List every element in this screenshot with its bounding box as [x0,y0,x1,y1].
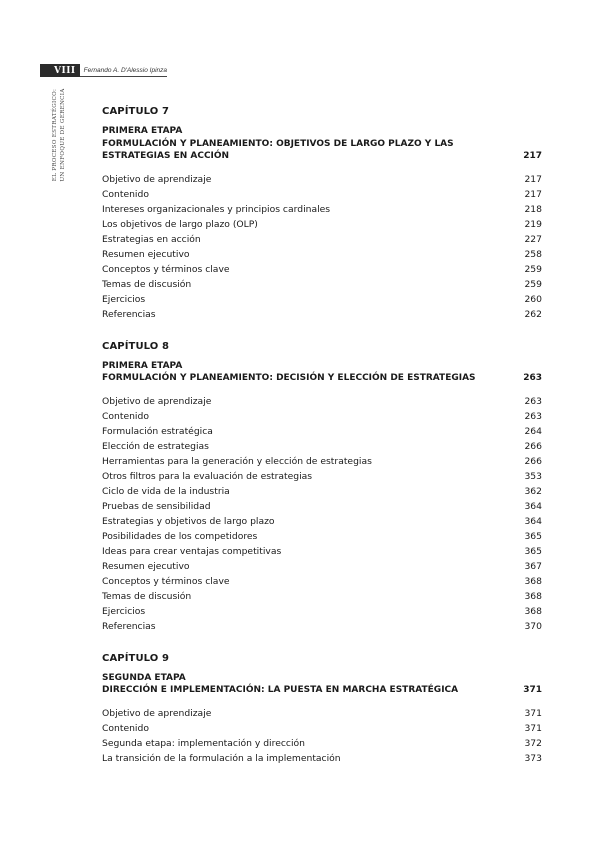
toc-entry-label: Ejercicios [102,293,146,305]
toc-entry-page: 365 [524,545,542,557]
toc-entry-page: 362 [524,485,542,497]
toc-entry-label: Temas de discusión [102,278,192,290]
chapter-section-heading [102,372,542,385]
toc-entry [102,217,542,232]
toc-entry-page: 364 [524,500,542,512]
toc-entry-page: 260 [524,293,542,305]
toc-entry-label: Referencias [102,620,156,632]
toc-entry [102,409,542,424]
toc-entry-page: 372 [524,737,542,749]
toc-entry-page: 367 [524,560,542,572]
toc-entry-label: Ideas para crear ventajas competitivas [102,545,282,557]
toc-entry-label: Los objetivos de largo plazo (OLP) [102,218,258,230]
toc-entry [102,172,542,187]
page-number: VIII [40,64,80,77]
chapter-block [102,652,542,766]
toc-entry-page: 368 [524,590,542,602]
toc-entry-label: Pruebas de sensibilidad [102,500,211,512]
toc-entry-label: Temas de discusión [102,590,192,602]
toc-entry-label: Conceptos y términos clave [102,575,230,587]
side-book-title [52,75,74,195]
toc-entry [102,232,542,247]
toc-entry-page: 353 [524,470,542,482]
toc-entry-page: 371 [524,722,542,734]
toc-entry-label: Intereses organizacionales y principios cardinales [102,203,331,215]
toc-entry-page: 368 [524,605,542,617]
toc-entry-label: Posibilidades de los competidores [102,530,258,542]
section-title: DIRECCIÓN E IMPLEMENTACIÓN: LA PUESTA EN MARCHA ESTRATÉGICA [102,685,459,695]
toc-entry [102,202,542,217]
toc-entry-label: Resumen ejecutivo [102,560,190,572]
toc-entry-page: 266 [524,440,542,452]
toc-entry [102,751,542,766]
toc-entry [102,394,542,409]
toc-entry-page: 263 [524,395,542,407]
toc-entry-page: 370 [524,620,542,632]
toc-entry [102,307,542,322]
toc-entry-label: Contenido [102,410,149,422]
toc-entry-label: Conceptos y términos clave [102,263,230,275]
section-title: FORMULACIÓN Y PLANEAMIENTO: OBJETIVOS DE LARGO PLAZO Y LAS ESTRATEGIAS EN ACCIÓN [102,138,454,161]
toc-entry [102,736,542,751]
running-author: Fernando A. D'Alessio Ipinza [80,66,167,77]
chapter-title: CAPÍTULO 8 [102,340,170,352]
toc-entry-label: Ciclo de vida de la industria [102,485,230,497]
toc-entry-label: Estrategias y objetivos de largo plazo [102,515,275,527]
toc-entry-label: La transición de la formulación a la implementación [102,752,341,764]
toc-entry-page: 217 [524,188,542,200]
toc-entry-page: 368 [524,575,542,587]
toc-entry [102,439,542,454]
chapter-block [102,340,542,634]
toc-entry-page: 262 [524,308,542,320]
section-page-number: 263 [523,373,542,383]
toc-entry [102,514,542,529]
toc-entry-page: 371 [524,707,542,719]
toc-entry-label: Objetivo de aprendizaje [102,707,212,719]
chapter-stage: PRIMERA ETAPA [102,360,183,371]
toc-entry [102,292,542,307]
toc-entry-page: 373 [524,752,542,764]
toc-entry [102,484,542,499]
side-title-line-2: UN ENFOQUE DE GERENCIA [59,88,66,182]
toc-entry-page: 264 [524,425,542,437]
chapter-stage: PRIMERA ETAPA [102,126,183,136]
toc-entry-page: 364 [524,515,542,527]
chapter-block [102,105,542,322]
section-title: FORMULACIÓN Y PLANEAMIENTO: DECISIÓN Y ELECCIÓN DE ESTRATEGIAS [102,373,476,383]
toc-entry-page: 263 [524,410,542,422]
toc-entry [102,454,542,469]
toc-entry-page: 217 [524,173,542,185]
toc-entry [102,604,542,619]
chapter-title: CAPÍTULO 7 [102,106,170,117]
toc-entry-label: Contenido [102,722,149,734]
toc-entry-page: 259 [524,278,542,290]
toc-entry-label: Resumen ejecutivo [102,248,190,260]
toc-entry-label: Referencias [102,308,156,320]
toc-entry-label: Ejercicios [102,605,146,617]
toc-entry-label: Herramientas para la generación y elección de estrategias [102,455,372,467]
chapter-title: CAPÍTULO 9 [102,652,170,664]
toc-entry-label: Contenido [102,188,149,200]
toc-entry-label: Objetivo de aprendizaje [102,395,212,407]
toc-entry-label: Elección de estrategias [102,440,209,452]
toc-entry [102,469,542,484]
table-of-contents [102,97,542,784]
toc-entry [102,262,542,277]
toc-entry-page: 219 [524,218,542,230]
toc-entry [102,721,542,736]
chapter-stage: SEGUNDA ETAPA [102,672,186,683]
toc-entry [102,187,542,202]
toc-entry-page: 258 [524,248,542,260]
side-title-line-1: EL PROCESO ESTRATÉGICO: [52,88,58,182]
section-page-number: 371 [523,685,542,695]
toc-entry-page: 365 [524,530,542,542]
toc-entry [102,424,542,439]
toc-entry [102,499,542,514]
toc-entry-page: 218 [524,203,542,215]
toc-entry-page: 227 [524,233,542,245]
toc-entry [102,574,542,589]
toc-entry [102,619,542,634]
toc-entry [102,277,542,292]
toc-entry [102,247,542,262]
toc-entry [102,544,542,559]
chapter-section-heading [102,684,542,697]
toc-entry [102,529,542,544]
toc-entry-label: Otros filtros para la evaluación de estrategias [102,470,313,482]
toc-entry-page: 259 [524,263,542,275]
toc-entry-label: Objetivo de aprendizaje [102,173,212,185]
section-page-number: 217 [523,151,542,161]
toc-entry-label: Estrategias en acción [102,233,201,245]
chapter-section-heading [102,138,542,163]
toc-entry [102,706,542,721]
toc-entry-label: Formulación estratégica [102,425,213,437]
toc-entry-label: Segunda etapa: implementación y dirección [102,737,305,749]
toc-entry [102,559,542,574]
toc-entry [102,589,542,604]
toc-entry-page: 266 [524,455,542,467]
